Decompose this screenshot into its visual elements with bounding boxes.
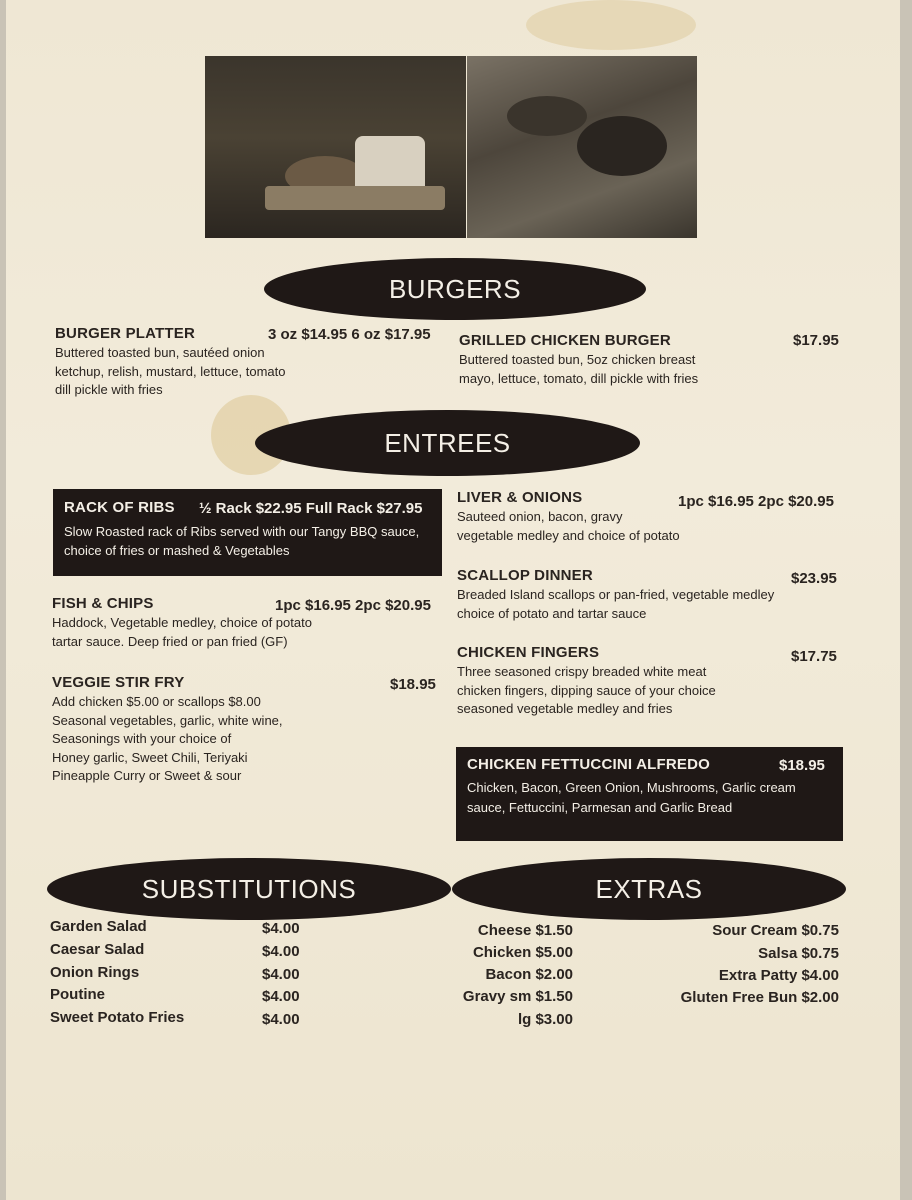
item-description: Breaded Island scallops or pan-fried, vegetable medley choice of potato and tartar sauce [457, 587, 775, 621]
chicken-fingers-item [457, 644, 847, 719]
extra-item: Cheese $1.50 [477, 922, 573, 939]
substitution-price: $4.00 [262, 988, 300, 1005]
item-description: Buttered toasted bun, 5oz chicken breast mayo, lettuce, tomato, dill pickle with fries [459, 352, 699, 386]
item-name: LIVER & ONIONS [457, 489, 583, 506]
section-title: ENTREES [384, 427, 511, 458]
item-name: FISH & CHIPS [52, 595, 154, 612]
item-price: $17.75 [791, 648, 837, 665]
burger-platter-photo [205, 56, 466, 238]
mussel-shape [507, 96, 587, 136]
item-name: BURGER PLATTER [55, 325, 196, 342]
item-name: CHICKEN FETTUCCINI ALFREDO [467, 756, 710, 773]
extra-item: Gravy sm $1.50 [462, 988, 573, 1005]
item-description: Slow Roasted rack of Ribs served with our Tangy BBQ sauce, choice of fries or mashed & Vegetables [64, 524, 420, 558]
veggie-stir-fry-item [52, 674, 442, 786]
grilled-chicken-burger-item [459, 332, 849, 388]
substitution-name: Poutine [50, 986, 105, 1003]
item-name: VEGGIE STIR FRY [52, 674, 185, 691]
substitution-price: $4.00 [262, 1011, 300, 1028]
section-title: BURGERS [388, 273, 522, 304]
section-title: SUBSTITUTIONS [141, 873, 357, 904]
substitutions-banner [47, 858, 451, 920]
item-description: Sauteed onion, bacon, gravy vegetable medley and choice of potato [457, 509, 680, 543]
chicken-fettuccini-alfredo-item [456, 747, 843, 841]
item-description: Haddock, Vegetable medley, choice of potato tartar sauce. Deep fried or pan fried (GF) [52, 615, 312, 649]
extra-item: lg $3.00 [517, 1011, 573, 1028]
item-price: $23.95 [791, 570, 837, 587]
substitution-name: Sweet Potato Fries [50, 1009, 185, 1026]
seafood-photo [467, 56, 697, 238]
item-price: $18.95 [390, 676, 436, 693]
item-description: Three seasoned crispy breaded white meat chicken fingers, dipping sauce of your choice seasoned vegetable medley and fries [457, 664, 716, 716]
paper-stain [526, 0, 696, 50]
entrees-banner [255, 410, 640, 476]
extra-item: Extra Patty $4.00 [718, 967, 839, 984]
item-price: 1pc $16.95 2pc $20.95 [275, 597, 431, 614]
item-name: GRILLED CHICKEN BURGER [459, 332, 671, 349]
rack-of-ribs-item [53, 489, 442, 576]
substitution-price: $4.00 [262, 943, 300, 960]
extra-item: Sour Cream $0.75 [712, 922, 839, 939]
item-name: CHICKEN FINGERS [457, 644, 600, 661]
substitution-name: Caesar Salad [50, 941, 145, 958]
extra-item: Gluten Free Bun $2.00 [680, 989, 839, 1006]
extras-banner [452, 858, 846, 920]
mussel-shape [577, 116, 667, 176]
item-name: RACK OF RIBS [64, 499, 175, 516]
item-price: ½ Rack $22.95 Full Rack $27.95 [199, 500, 423, 517]
scallop-dinner-item [457, 567, 847, 623]
item-name: SCALLOP DINNER [457, 567, 593, 584]
item-description: Buttered toasted bun, sautéed onion ketchup, relish, mustard, lettuce, tomato dill pickle with fries [55, 345, 286, 397]
extra-item: Bacon $2.00 [485, 966, 573, 983]
item-price: 1pc $16.95 2pc $20.95 [678, 493, 834, 510]
substitution-price: $4.00 [262, 920, 300, 937]
burgers-banner [264, 258, 646, 320]
section-title: EXTRAS [595, 873, 703, 904]
item-description: Add chicken $5.00 or scallops $8.00 Seasonal vegetables, garlic, white wine, Seasonings with your choice of Honey garlic, Sweet Chili, Teriyaki Pineapple Curry or Sweet & sour [52, 694, 283, 783]
substitution-price: $4.00 [262, 966, 300, 983]
item-description: Chicken, Bacon, Green Onion, Mushrooms, Garlic cream sauce, Fettuccini, Parmesan and Garlic Bread [467, 780, 796, 815]
item-price: 3 oz $14.95 6 oz $17.95 [268, 326, 431, 343]
extra-item: Salsa $0.75 [758, 945, 839, 962]
substitution-name: Garden Salad [50, 918, 147, 935]
substitution-name: Onion Rings [50, 964, 140, 981]
item-price: $17.95 [793, 332, 839, 349]
board-shape [265, 186, 445, 210]
item-price: $18.95 [779, 757, 825, 774]
extra-item: Chicken $5.00 [472, 944, 573, 961]
